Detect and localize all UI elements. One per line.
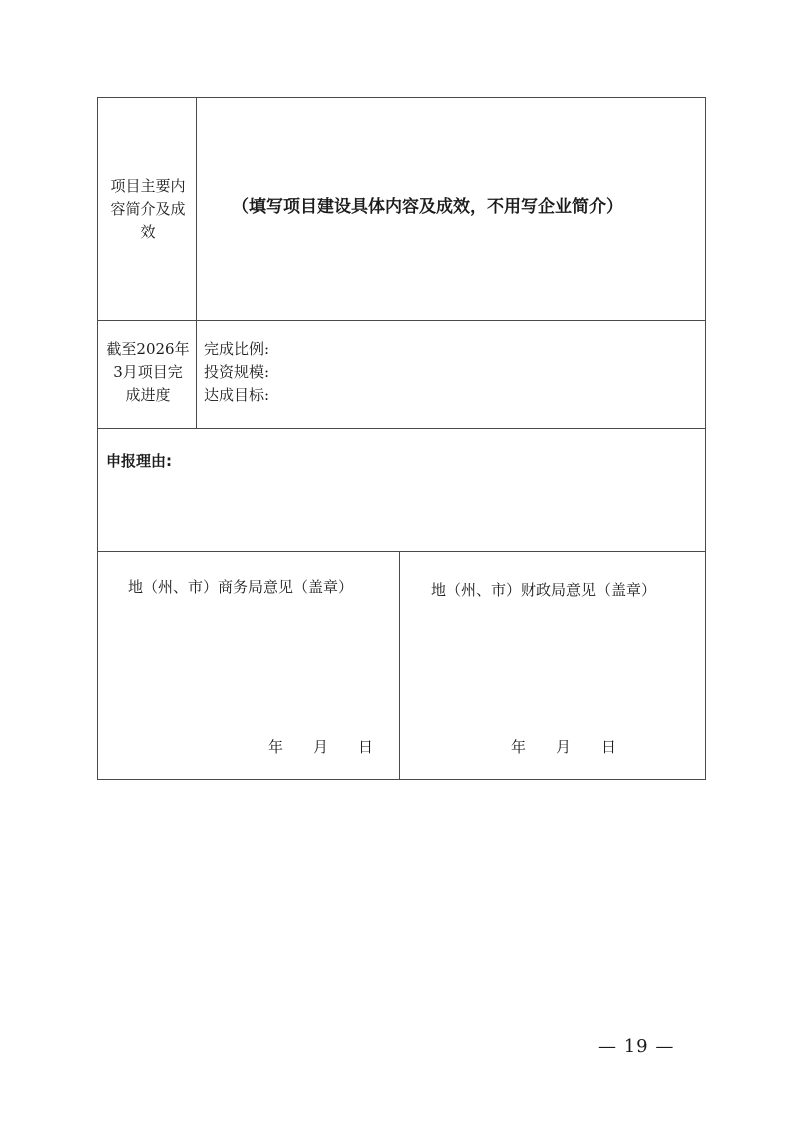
row-divider bbox=[98, 551, 705, 552]
label-line: 容简介及成 bbox=[110, 200, 186, 218]
progress-fields bbox=[204, 338, 269, 407]
row-divider bbox=[98, 320, 705, 321]
commerce-bureau-opinion-title: 地（州、市）商务局意见（盖章） bbox=[128, 578, 354, 596]
label-line: 效 bbox=[140, 223, 156, 241]
row-divider bbox=[98, 428, 705, 429]
label-line: 3月项目完 bbox=[113, 363, 183, 381]
project-summary-instruction: （填写项目建设具体内容及成效，不用写企业简介） bbox=[232, 197, 623, 217]
target-achieved-field[interactable]: 达成目标: bbox=[204, 386, 270, 404]
progress-label bbox=[100, 338, 196, 407]
finance-bureau-opinion-date: 年 月 日 bbox=[511, 738, 617, 756]
finance-bureau-opinion-title: 地（州、市）财政局意见（盖章） bbox=[431, 581, 657, 599]
application-form-table bbox=[97, 97, 706, 780]
page-number: — 19 — bbox=[598, 1036, 675, 1057]
column-divider bbox=[196, 98, 197, 428]
label-line: 项目主要内 bbox=[110, 177, 186, 195]
project-summary-label bbox=[103, 175, 193, 244]
label-line: 截至2026年 bbox=[106, 340, 190, 358]
commerce-bureau-opinion-date: 年 月 日 bbox=[268, 738, 374, 756]
label-line: 成进度 bbox=[125, 386, 171, 404]
investment-scale-field[interactable]: 投资规模: bbox=[204, 363, 270, 381]
column-divider bbox=[399, 551, 400, 779]
application-reason-label: 申报理由: bbox=[106, 452, 172, 470]
completion-ratio-field[interactable]: 完成比例: bbox=[204, 340, 270, 358]
